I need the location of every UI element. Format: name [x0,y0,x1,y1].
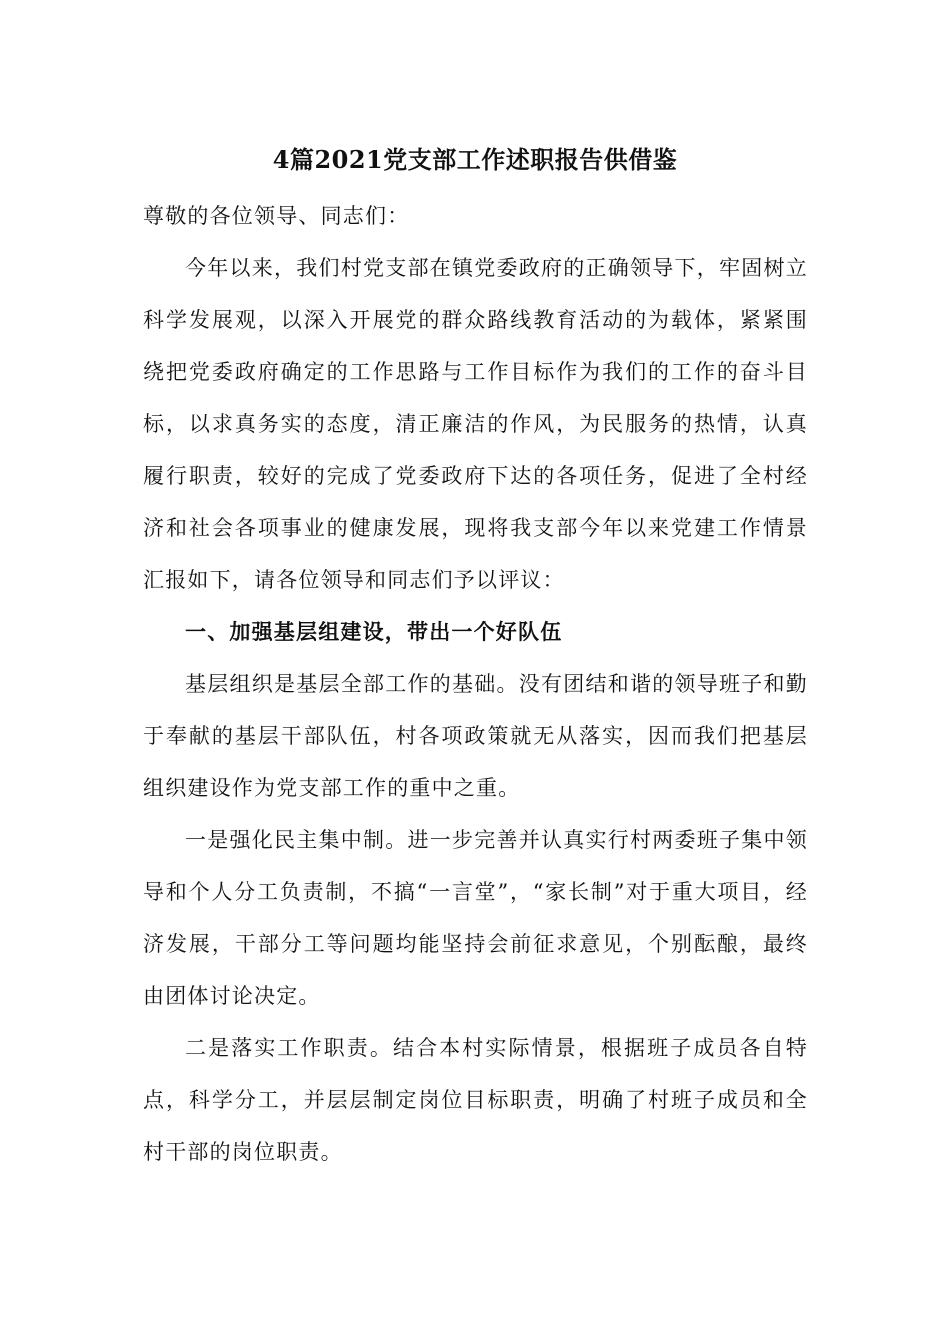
paragraph-intro: 今年以来，我们村党支部在镇党委政府的正确领导下，牢固树立科学发展观，以深入开展党的群众路线教育活动的为载体，紧紧围绕把党委政府确定的工作思路与工作目标作为我们的工作的奋斗目标，以求真务实的态度，清正廉洁的作风，为民服务的热情，认真履行职责，较好的完成了党委政府下达的各项任务，促进了全村经济和社会各项事业的健康发展，现将我支部今年以来党建工作情景汇报如下，请各位领导和同志们予以评议： [143,256,808,592]
greeting: 尊敬的各位领导、同志们： [143,204,410,228]
paragraph-work-duties: 二是落实工作职责。结合本村实际情景，根据班子成员各自特点，科学分工，并层层制定岗位目标职责，明确了村班子成员和全村干部的岗位职责。 [143,1036,808,1164]
document-title: 4篇2021党支部工作述职报告供借鉴 [272,145,678,174]
paragraph-democratic-centralism: 一是强化民主集中制。进一步完善并认真实行村两委班子集中领导和个人分工负责制，不搞“一言堂”，“家长制”对于重大项目，经济发展，干部分工等问题均能坚持会前征求意见，个别酝酿，最终由团体讨论决定。 [143,828,808,1008]
paragraph-basic-organization: 基层组织是基层全部工作的基础。没有团结和谐的领导班子和勤于奉献的基层干部队伍，村各项政策就无从落实，因而我们把基层组织建设作为党支部工作的重中之重。 [143,672,808,800]
section-heading-1: 一、加强基层组建设，带出一个好队伍 [185,619,563,644]
